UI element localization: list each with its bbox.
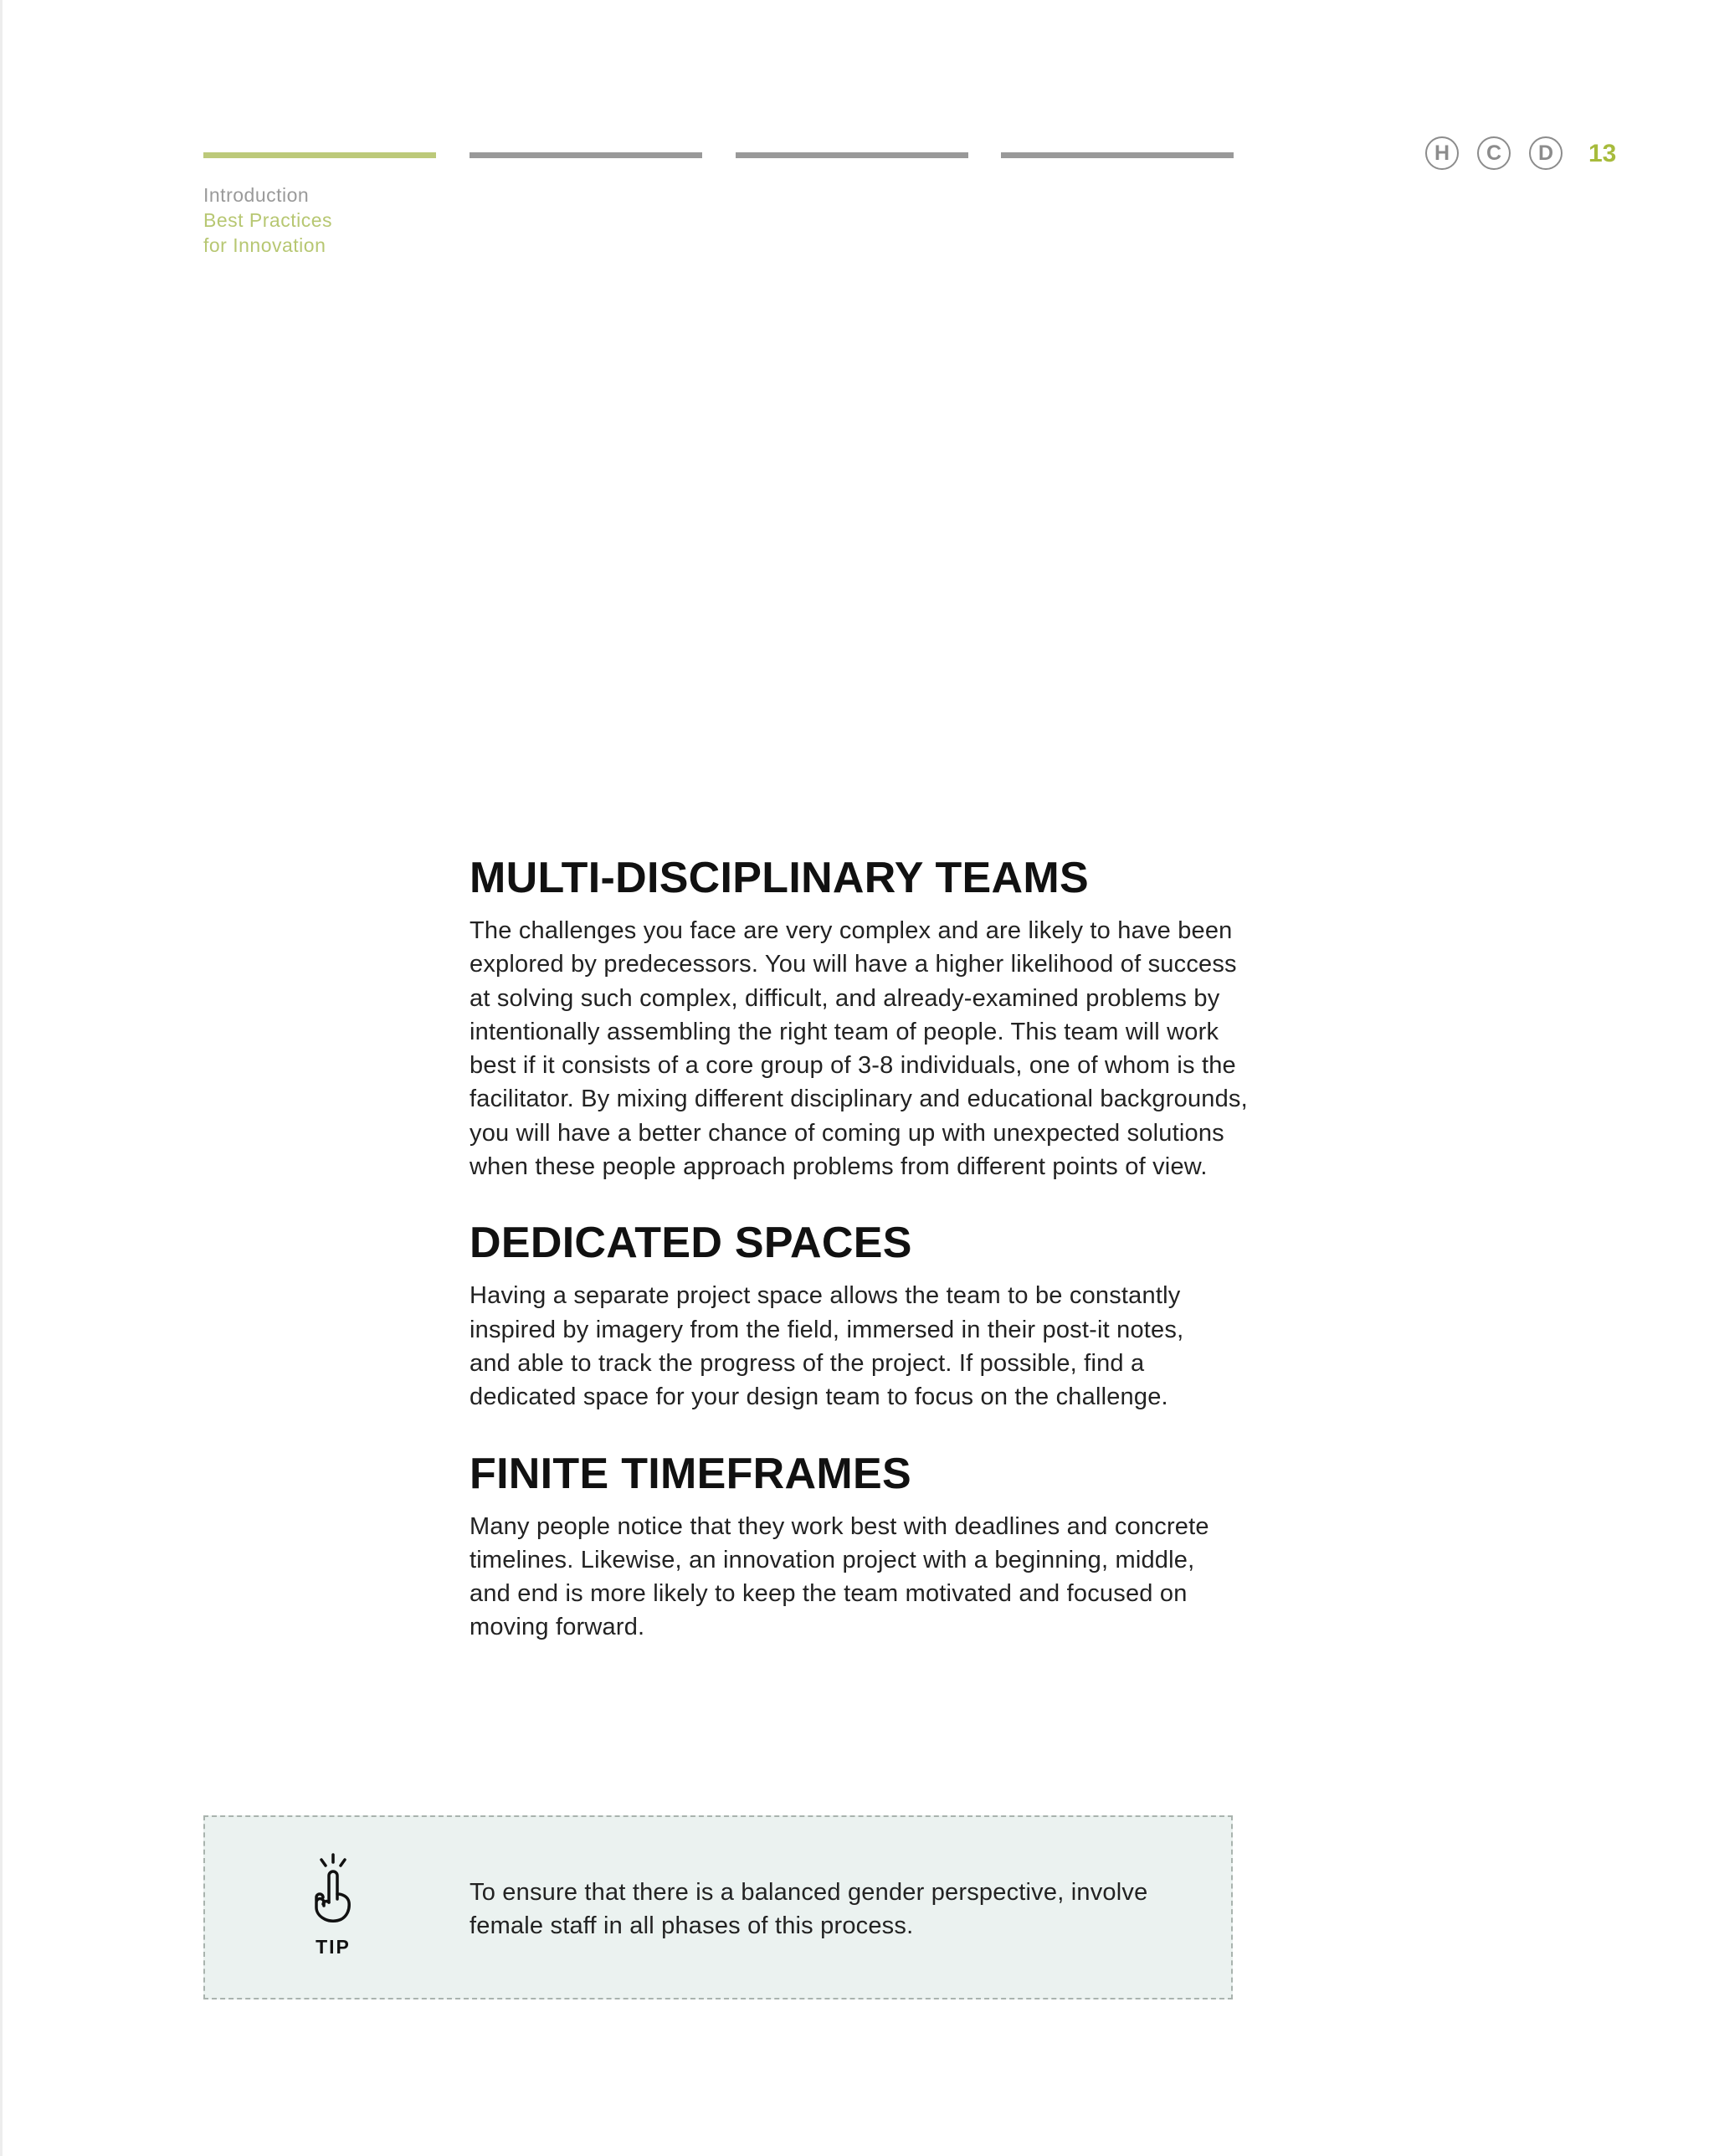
section-nav-current-cont: for Innovation (203, 234, 326, 256)
section-heading: DEDICATED SPACES (470, 1219, 912, 1268)
pointing-finger-idea-icon (306, 1852, 360, 1929)
progress-step-4 (1001, 152, 1234, 158)
hcd-badge-c: C (1477, 136, 1511, 170)
section-body: Having a separate project space allows the team to be constantly inspired by imagery from the field, immersed in their post-it notes, and able to track the progress of the project. If possible, find a dedicated space for your design team to focus on the challenge. (470, 1282, 1184, 1411)
section-nav-chapter: Introduction (203, 184, 310, 206)
section-teams (470, 849, 1248, 1183)
page-edge (0, 0, 3, 2156)
hcd-badge-d: D (1529, 136, 1563, 170)
section-spaces (470, 1214, 1248, 1414)
hcd-badges (1425, 136, 1581, 170)
section-body: Many people notice that they work best with deadlines and concrete timelines. Likewise, an innovation project with a beginning, middle, and end is more likely to keep the team motivated and focused on moving forward. (470, 1512, 1209, 1641)
tip-icon-wrap (300, 1852, 367, 1958)
progress-step-3 (736, 152, 968, 158)
page-number: 13 (1588, 140, 1617, 167)
tip-label: TIP (316, 1936, 351, 1958)
progress-step-2 (470, 152, 702, 158)
section-nav (203, 182, 332, 258)
progress-step-1 (203, 152, 436, 158)
section-nav-current: Best Practices (203, 209, 332, 231)
tip-text: To ensure that there is a balanced gender perspective, involve female staff in all phases of this process. (470, 1879, 1148, 1939)
section-heading: MULTI-DISCIPLINARY TEAMS (470, 854, 1089, 902)
section-heading: FINITE TIMEFRAMES (470, 1449, 911, 1498)
main-content (470, 849, 1248, 1675)
tip-box (203, 1815, 1233, 1999)
section-timeframes (470, 1445, 1248, 1645)
hcd-badge-h: H (1425, 136, 1459, 170)
section-body: The challenges you face are very complex and are likely to have been explored by predecessors. You will have a higher likelihood of success at solving such complex, difficult, and already-examined problems by intentionally assembling the right team of people. This team will work best if it consists of a core group of 3-8 individuals, one of whom is the facilitator. By mixing different disciplinary and educational backgrounds, you will have a better chance of coming up with unexpected solutions when these people approach problems from different points of view. (470, 917, 1248, 1181)
